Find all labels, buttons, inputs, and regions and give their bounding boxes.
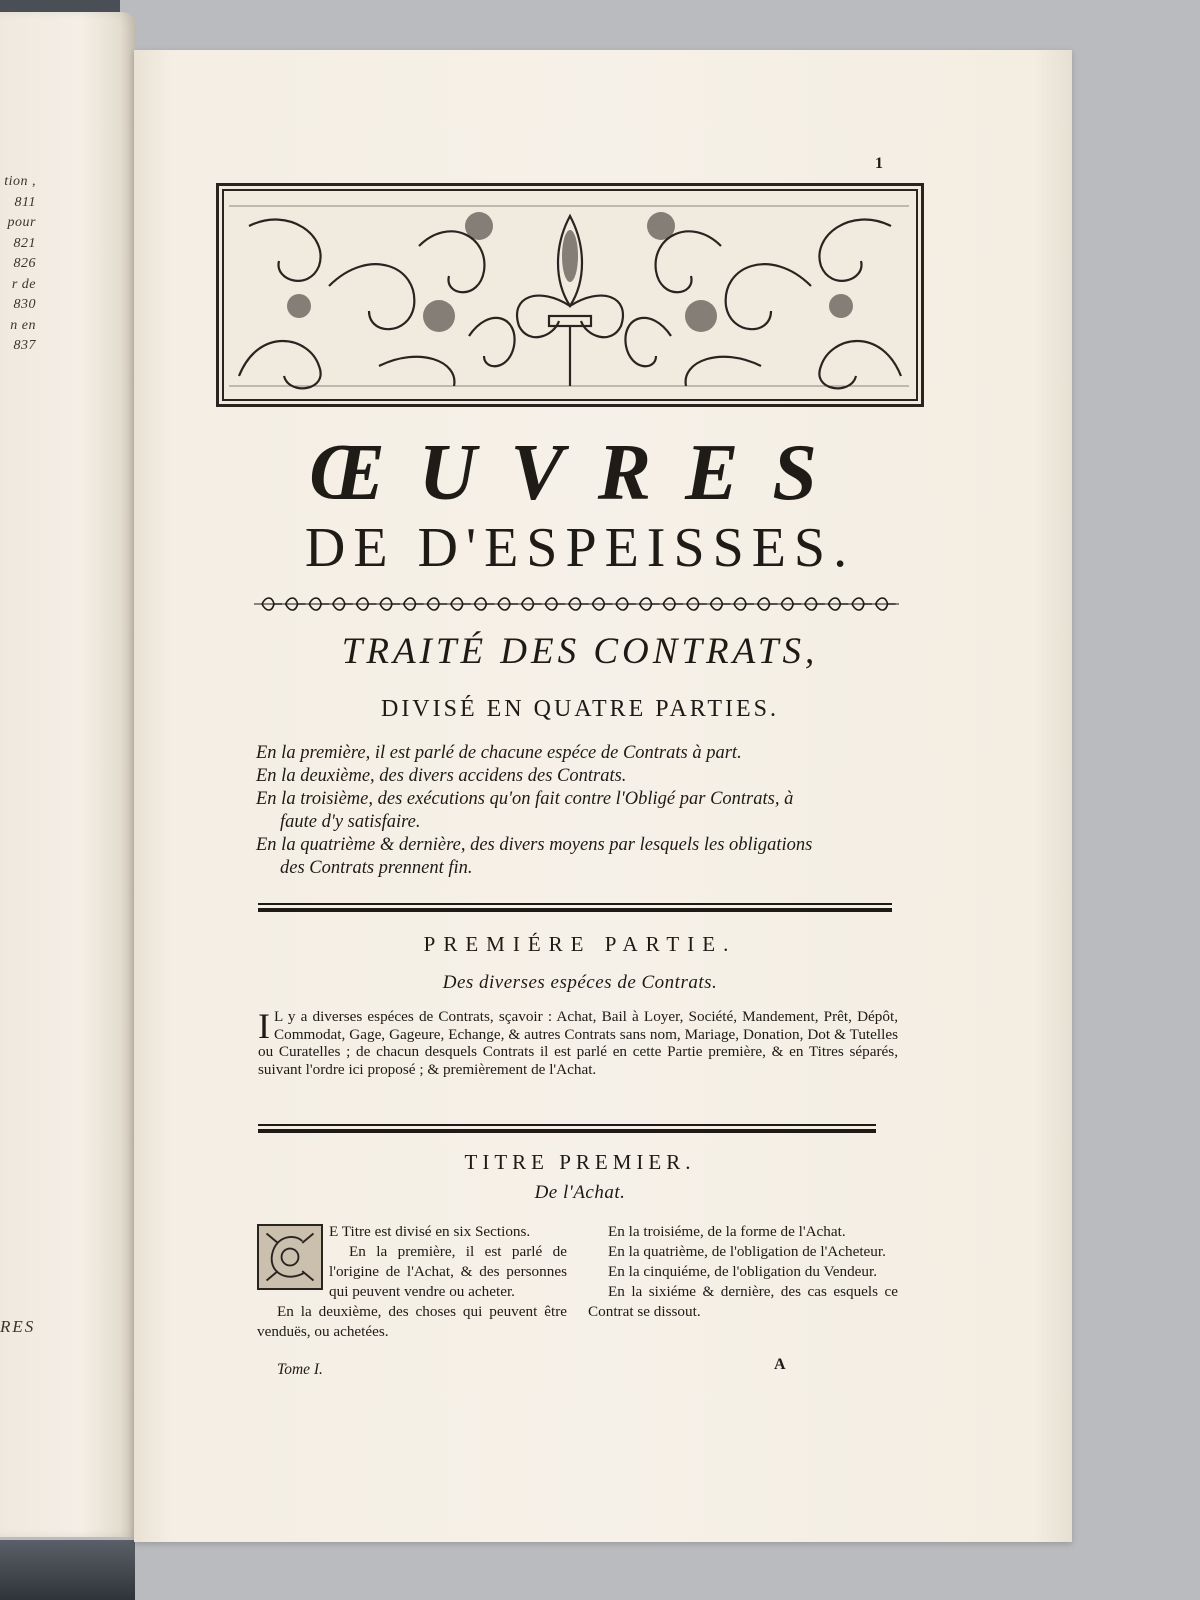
headpiece-ornament-icon	[219, 186, 921, 404]
left-entry: 826	[13, 256, 36, 271]
first-part-heading: PREMIÉRE PARTIE.	[423, 932, 737, 956]
left-entry: 821	[13, 235, 36, 251]
part-item: En la quatrième & dernière, des divers moyens par lesquels les obligations	[256, 835, 813, 855]
left-entry: 837	[13, 338, 36, 353]
left-column	[257, 1222, 567, 1342]
column-paragraph: En la quatrième, de l'obligation de l'Acheteur.	[608, 1243, 886, 1260]
left-entry: n en	[10, 317, 36, 333]
page-number: 1	[875, 155, 883, 172]
column-paragraph: En la cinquiéme, de l'obligation du Vendeur.	[608, 1263, 878, 1280]
left-page-tail-word: RES	[0, 1317, 36, 1336]
part-item: En la première, il est parlé de chacune espéce de Contrats à part.	[256, 743, 742, 763]
part-item: des Contrats prennent fin.	[280, 858, 473, 878]
parts-list	[256, 742, 906, 880]
treatise-subtitle: DIVISÉ EN QUATRE PARTIES.	[380, 696, 779, 722]
left-entry: pour	[7, 215, 36, 230]
main-title: ŒUVRES	[309, 429, 851, 517]
first-part-subtitle: Des diverses espéces de Contrats.	[442, 972, 718, 993]
treatise-title: TRAITÉ DES CONTRATS,	[341, 631, 819, 672]
column-paragraph: En la première, il est parlé de l'origine de l'Achat, & des personnes qui peuvent vendre ou acheter.	[329, 1243, 567, 1300]
left-entry: r de	[11, 276, 36, 292]
right-column	[588, 1222, 898, 1322]
decorated-initial-icon	[259, 1226, 321, 1288]
left-page	[0, 12, 136, 1537]
left-page-index	[0, 172, 36, 357]
left-entry: 811	[14, 194, 36, 210]
book-binding	[0, 1540, 135, 1600]
column-paragraph: En la deuxième, des choses qui peuvent être venduës, ou achetées.	[257, 1303, 567, 1340]
part-item: En la troisième, des exécutions qu'on fait contre l'Obligé par Contrats, à	[256, 789, 794, 809]
decorated-initial-c-icon	[257, 1224, 323, 1290]
volume-footer: Tome I.	[277, 1361, 323, 1378]
ornamental-rule-icon	[254, 594, 899, 614]
double-rule	[258, 1124, 876, 1133]
column-paragraph: En la troisiéme, de la forme de l'Achat.	[608, 1223, 846, 1240]
signature-mark: A	[774, 1356, 786, 1373]
title-first-heading: TITRE PREMIER.	[464, 1150, 696, 1174]
column-paragraph: E Titre est divisé en six Sections.	[329, 1223, 531, 1240]
left-entry: tion ,	[4, 174, 36, 189]
ornamental-headpiece	[216, 183, 924, 407]
intro-paragraph-text: L y a diverses espéces de Contrats, sçavoir : Achat, Bail à Loyer, Société, Mandement, Prêt, Dépôt, Commodat, Gage, Gageure, Echange, & autres Contrats sans nom, Mariage, Donation, Dot & Tutelles ou Curatelles ; de chacun desquels Contrats il est parlé en cette Partie première, & en Titres séparés, suivant l'ordre ici proposé ; & premièrement de l'Achat.	[258, 1008, 898, 1078]
part-item: faute d'y satisfaire.	[280, 812, 421, 832]
author-title: DE D'ESPEISSES.	[304, 517, 856, 579]
part-item: En la deuxième, des divers accidens des Contrats.	[256, 766, 627, 786]
drop-cap: I	[258, 1006, 270, 1046]
title-first-subtitle: De l'Achat.	[534, 1182, 626, 1203]
intro-paragraph	[258, 1008, 898, 1078]
left-entry: 830	[13, 297, 36, 312]
double-rule	[258, 903, 892, 912]
column-paragraph: En la sixiéme & dernière, des cas esquels ce Contrat se dissout.	[588, 1283, 898, 1320]
